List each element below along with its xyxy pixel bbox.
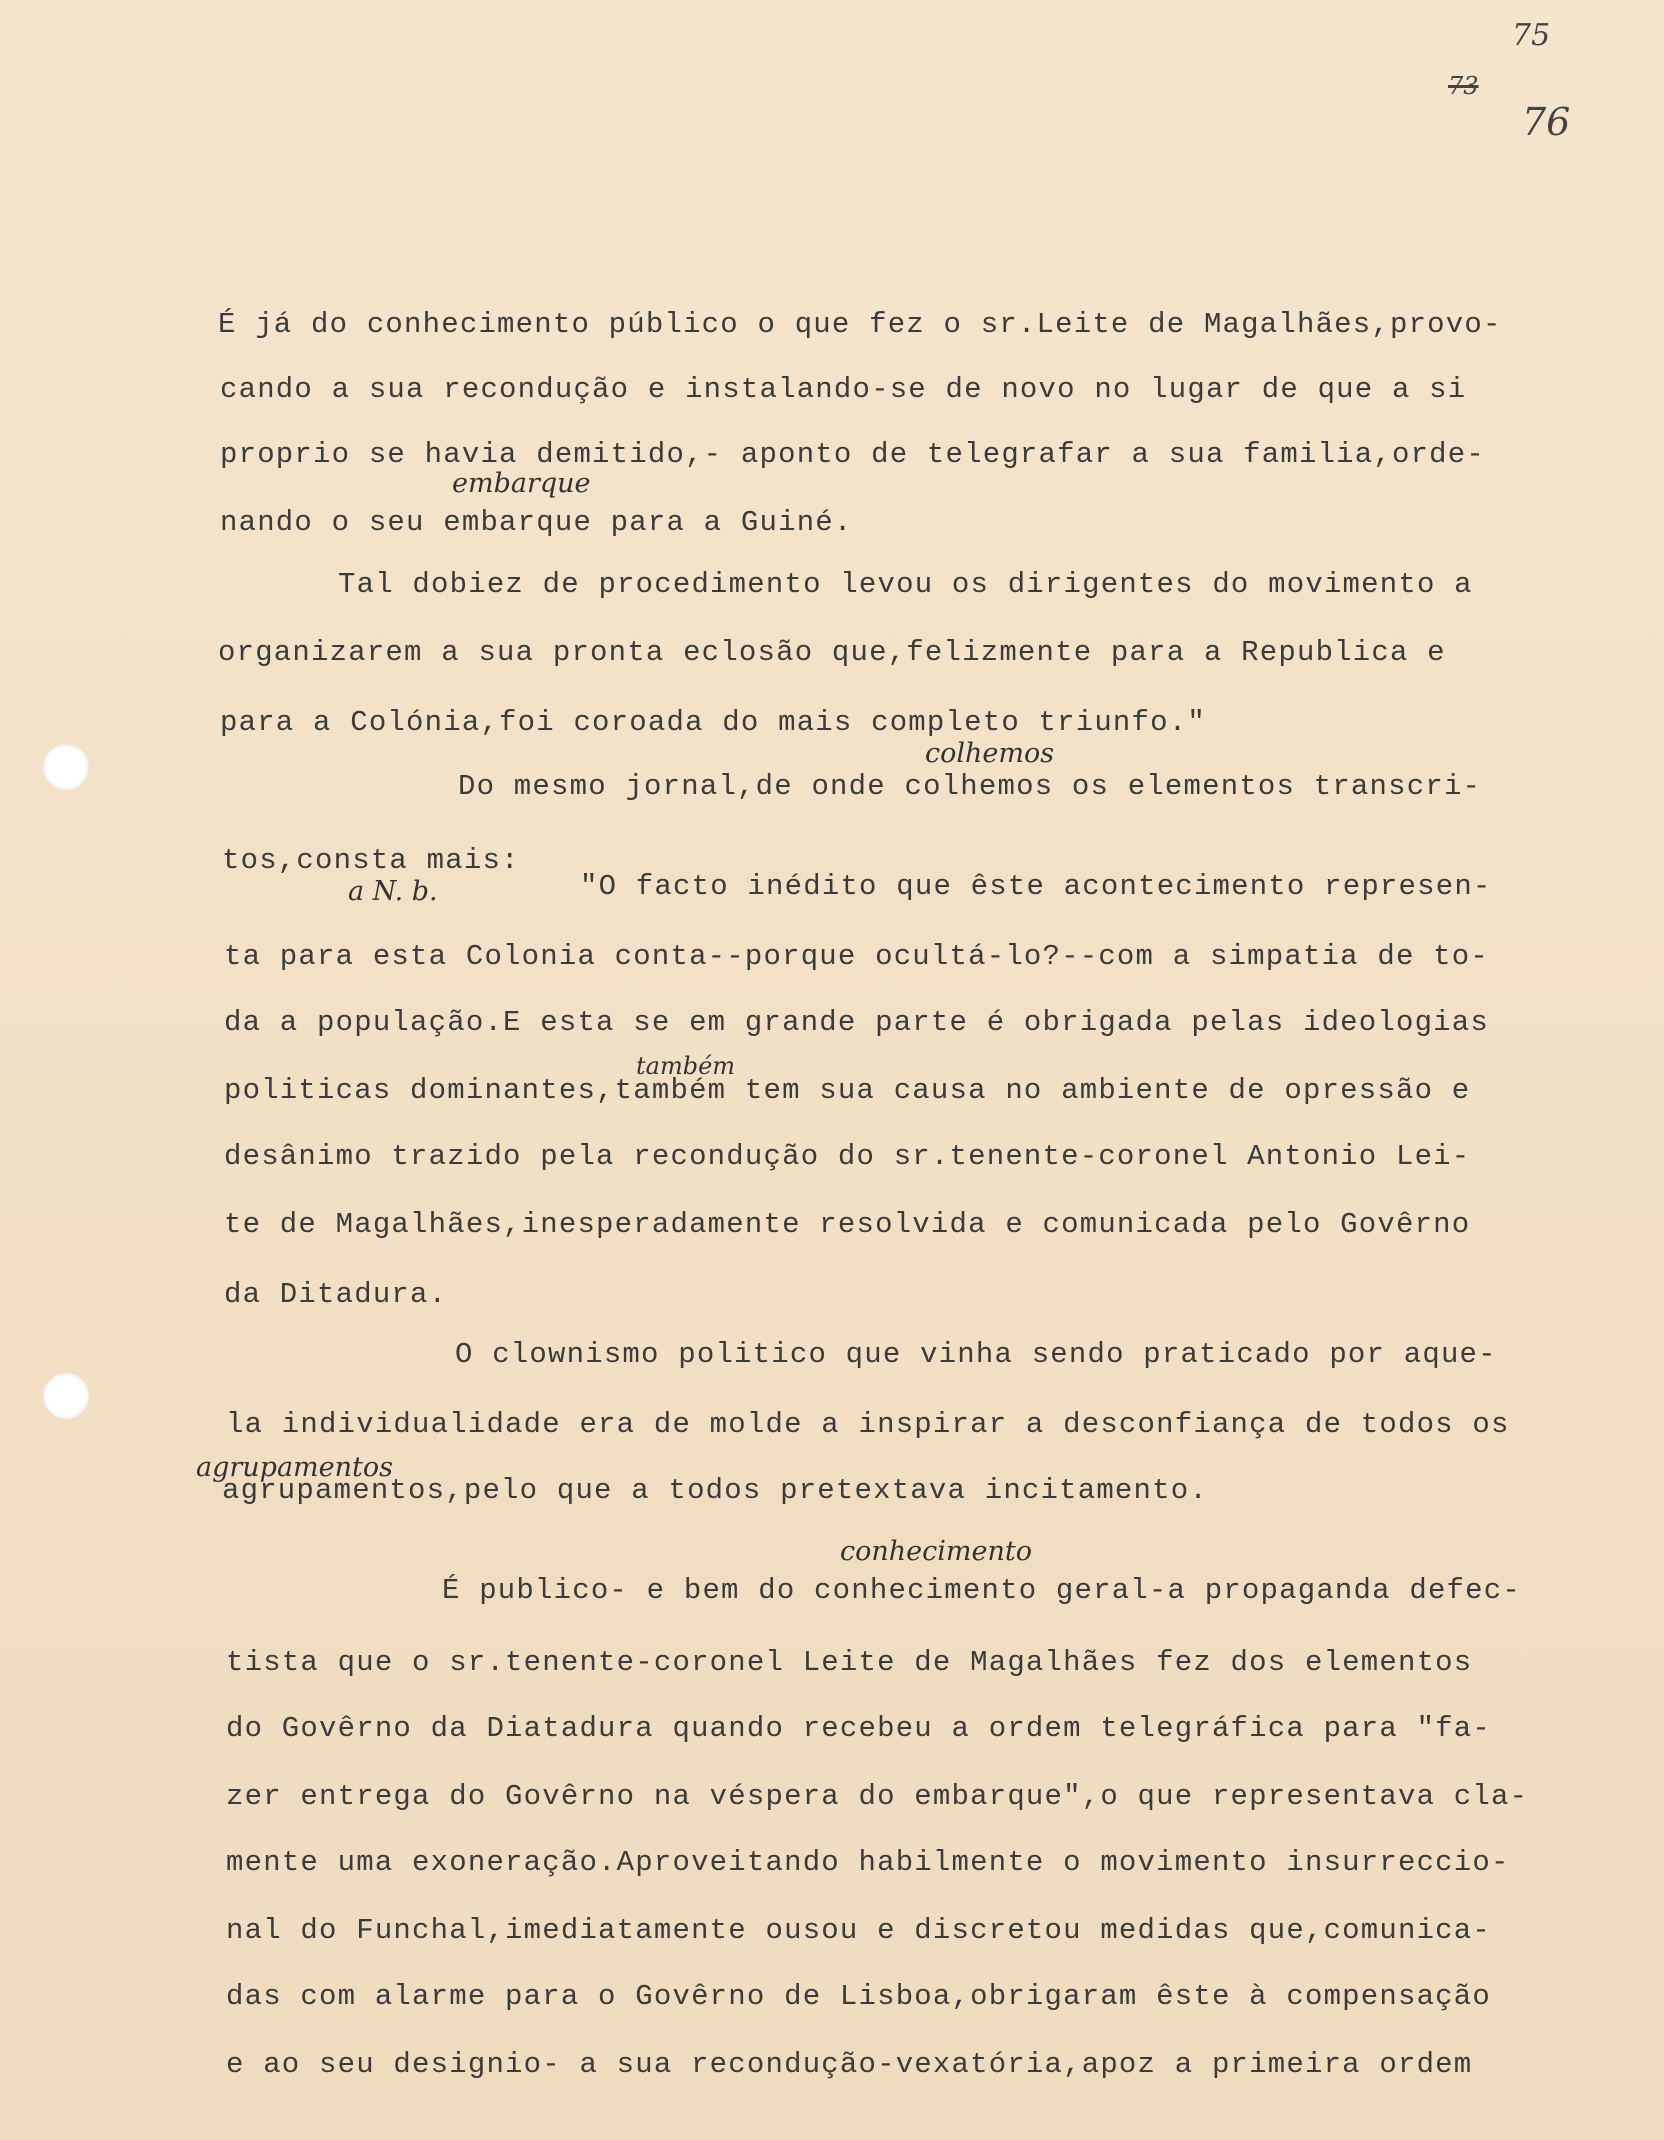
handwritten-tambem: também [636, 1052, 736, 1080]
handwritten-colhemos: colhemos [925, 738, 1055, 769]
text-line: la individualidade era de molde a inspirar a desconfiança de todos os [226, 1408, 1510, 1441]
text-line: É publico- e bem do conhecimento geral-a propaganda defec- [442, 1574, 1521, 1607]
handwritten-conhecimento: conhecimento [840, 1536, 1032, 1567]
text-line: organizarem a sua pronta eclosão que,felizmente para a Republica e [218, 636, 1446, 669]
binder-hole-top [43, 744, 89, 790]
text-line: da a população.E esta se em grande parte é obrigada pelas ideologias [224, 1006, 1489, 1039]
text-line: cando a sua recondução e instalando-se de novo no lugar de que a si [220, 373, 1467, 406]
text-line: nal do Funchal,imediatamente ousou e discretou medidas que,comunica- [226, 1914, 1491, 1947]
text-line: do Govêrno da Diatadura quando recebeu a ordem telegráfica para "fa- [226, 1712, 1491, 1745]
text-line: Do mesmo jornal,de onde colhemos os elementos transcri- [458, 770, 1482, 803]
text-line: Tal dobiez de procedimento levou os dirigentes do movimento a [338, 568, 1473, 601]
text-line: O clownismo politico que vinha sendo praticado por aque- [455, 1338, 1497, 1371]
handwritten-a-n-b: a N. b. [348, 876, 438, 907]
text-line: É já do conhecimento público o que fez o sr.Leite de Magalhães,provo- [218, 308, 1502, 341]
page-number-top: 75 [1512, 18, 1551, 53]
text-line: das com alarme para o Govêrno de Lisboa,obrigaram êste à compensação [226, 1980, 1491, 2013]
text-line: desânimo trazido pela recondução do sr.tenente-coronel Antonio Lei- [224, 1140, 1471, 1173]
text-line: "O facto inédito que êste acontecimento represen- [580, 870, 1492, 903]
page-number-current: 76 [1522, 100, 1571, 144]
text-line: te de Magalhães,inesperadamente resolvida e comunicada pelo Govêrno [224, 1208, 1471, 1241]
text-line: agrupamentos,pelo que a todos pretextava incitamento. [222, 1474, 1208, 1507]
text-line: politicas dominantes,também tem sua causa no ambiente de opressão e [224, 1074, 1471, 1107]
text-line: proprio se havia demitido,- aponto de telegrafar a sua familia,orde- [220, 438, 1485, 471]
text-line: da Ditadura. [224, 1278, 448, 1311]
text-line: nando o seu embarque para a Guiné. [220, 506, 853, 539]
text-line: zer entrega do Govêrno na véspera do embarque",o que representava cla- [226, 1780, 1529, 1813]
text-line: tos,consta mais: [222, 844, 520, 877]
handwritten-embarque: embarque [452, 468, 591, 499]
binder-hole-bottom [43, 1373, 89, 1419]
text-line: mente uma exoneração.Aproveitando habilmente o movimento insurreccio- [226, 1846, 1510, 1879]
text-line: ta para esta Colonia conta--porque ocultá-lo?--com a simpatia de to- [224, 940, 1489, 973]
text-line: e ao seu designio- a sua recondução-vexatória,apoz a primeira ordem [226, 2048, 1473, 2081]
text-line: tista que o sr.tenente-coronel Leite de Magalhães fez dos elementos [226, 1646, 1473, 1679]
page-number-struck: 73 [1448, 72, 1479, 100]
text-line: para a Colónia,foi coroada do mais completo triunfo." [220, 706, 1206, 739]
handwritten-agrupamentos: agrupamentos [196, 1452, 393, 1483]
